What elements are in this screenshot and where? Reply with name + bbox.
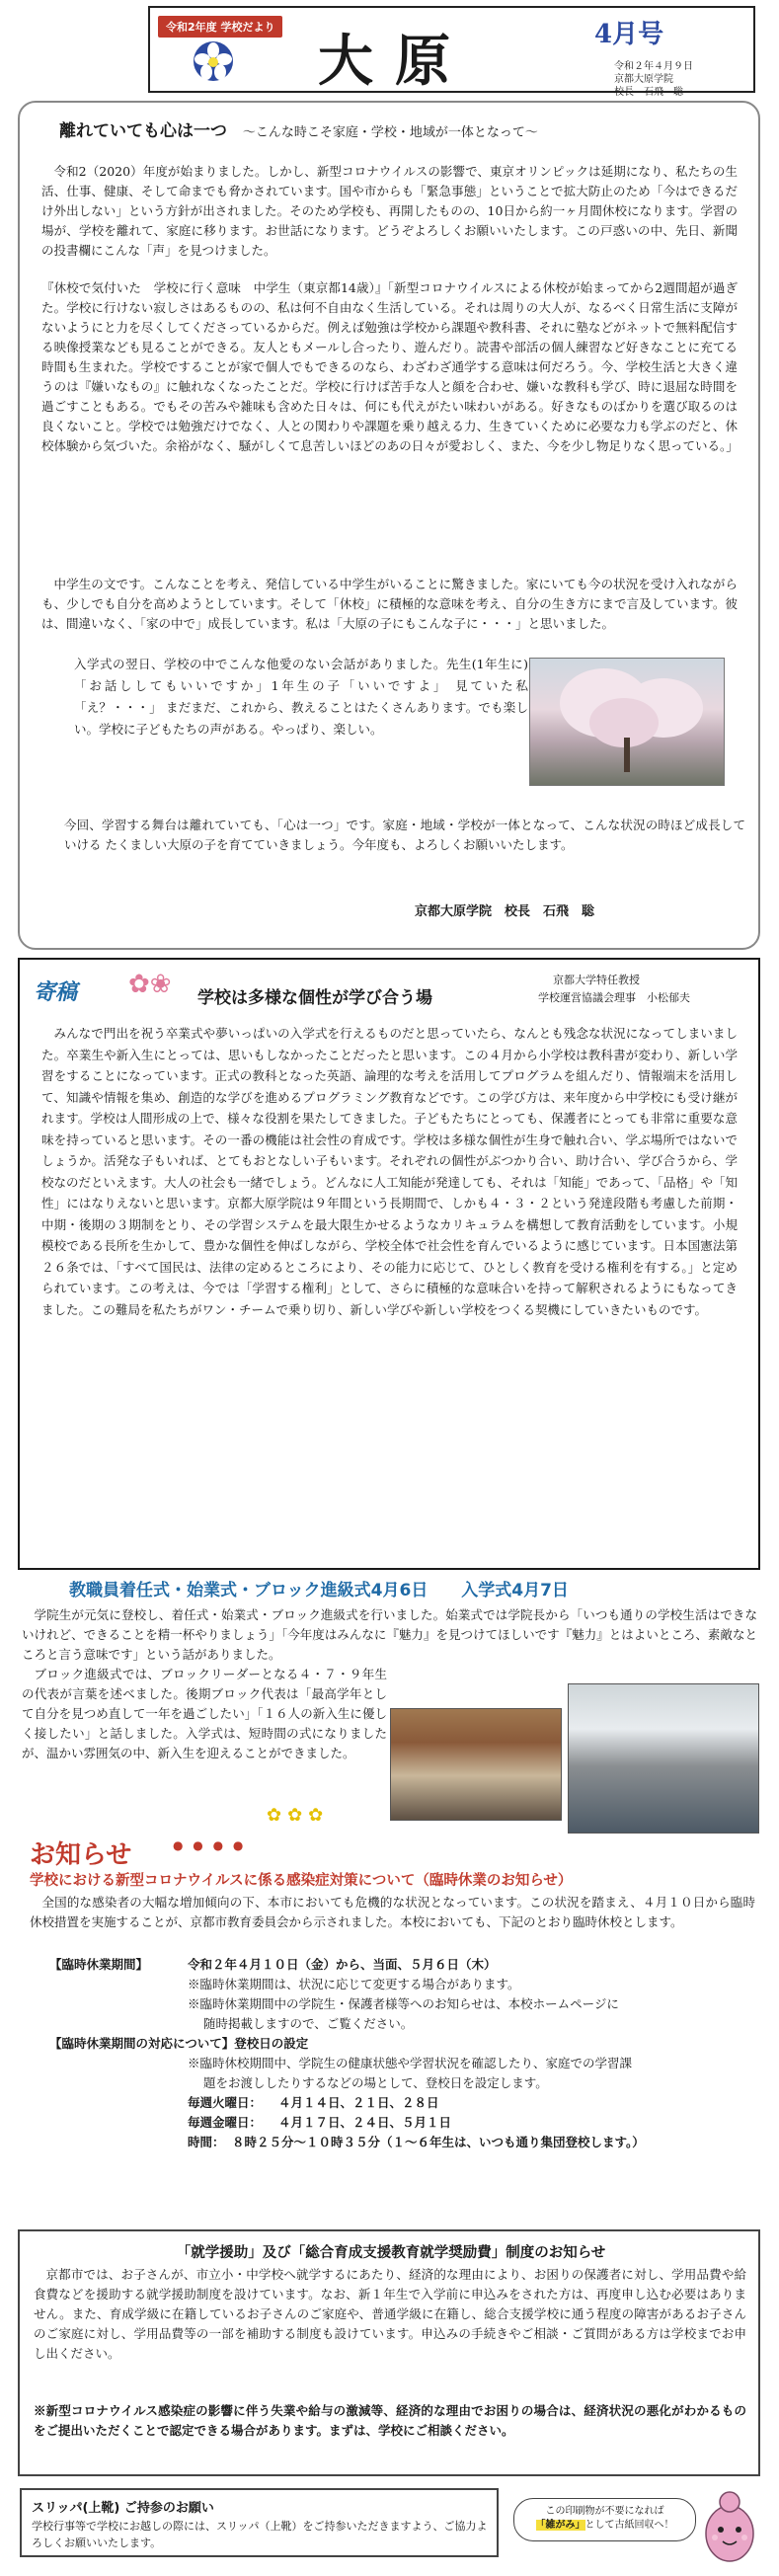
notice-intro: 全国的な感染者の大幅な増加傾向の下、本市においても危機的な状況となっています。この状況を踏まえ、４月１０日から臨時休校措置を実施することが、京都市教育委員会から示されました。本校においても、下記のとおり臨時休校とします。 [30,1895,755,1929]
mascot-icon [699,2486,760,2567]
response-text: ※臨時休校期間中、学院生の健康状態や学習状況を確認したり、家庭での学習課 [188,2056,633,2070]
school-name: 京都大原学院 [614,74,673,85]
bubble-line-2 [514,2519,695,2533]
friday-dates: ４月１７日、２４日、５月１日 [278,2115,452,2130]
author-affiliation: 京都大学特任教授 [553,974,640,986]
ceremony-photo-classroom [568,1683,759,1834]
cherry-blossom-photo [529,658,725,786]
contribution-article [18,958,760,1570]
bubble-line-1: この印刷物が不要になれば [545,2506,664,2517]
dot-ornament-icon: ● ● ● ● [173,1838,247,1852]
letter-paragraph-3: 今回、学習する舞台は離れていても、「心は一つ」です。家庭・地域・学校が一体となって、こんな状況の時ほど成長していける たくましい大原の子を育てていきましょう。今年度も、よろしくお願いいたします。 [64,818,745,852]
letter-anecdote: 入学式の翌日、学校の中でこんな他愛のない会話がありました。先生(1年生に)「お話ししてもいいですか」1年生の子「いいですよ」 見ていた私「え？・・・」 まだまだ、これから、教えることはたくさんあります。でも楽しい。学校に子どもたちの声がある。やっぱり、楽しい。 [74,657,528,737]
ceremony-paragraph-2: ブロック進級式では、ブロックリーダーとなる４・７・９年生の代表が言葉を述べました。後期ブロック代表は「最高学年として自分を見つめ直して一年を過ごしたい」「１６人の新入生に優しく接したい」と話しました。入学式は、短時間の式になりましたが、温かい雰囲気の中、新入生を迎えることができました。 [22,1667,387,1760]
period-note-2: ※臨時休業期間中の学院生・保護者様等へのお知らせは、本校ホームページに [188,1996,619,2011]
period-label: 【臨時休業期間】 [49,1957,149,1972]
period-note-2b: 随時掲載しますので、ご覧ください。 [203,2016,414,2031]
slippers-title: スリッパ(上靴) ご持参のお願い [32,2501,214,2516]
letter-paragraph-1: 令和2（2020）年度が始まりました。しかし、新型コロナウイルスの影響で、東京オリンピックは延期になり、私たちの生活、仕事、健康、そして命までも脅かされています。国や市からも「緊急事態」ということで拡大防止のため「今はできるだけ外出しない」という方針が出されました。そのため学校も、再開したものの、10日から約一ヶ月間休校になります。学習の場が、学校を離れて、家庭に移ります。お世話になります。どうぞよろしくお願いいたします。この戸惑いの中、先日、新聞の投書欄にこんな「声」を見つけました。 [41,164,738,258]
contribution-body: みんなで門出を祝う卒業式や夢いっぱいの入学式を行えるものだと思っていたら、なんとも残念な状況になってしまいました。卒業生や新入生にとっては、思いもしなかったことだったと思います。この４月から小学校は教科書が変わり、新しい学習をすることになっています。正式の教科となった英語、論理的な考えを活用してプログラムを組んだり、情報端末を活用して、知識や情報を集め、創造的な学びを進めるプログラミング教育などです。この学び方は、来年度から中学校にも受け継がれます。学校は人間形成の上で、様々な役割を果たしてきました。子どもたちにとっても、保護者にとっても非常に重要な意味を持っていると思います。その一番の機能は社会性の育成です。学校は多様な個性が生身で触れ合い、学ぶ場所ではないでしょうか。活発な子もいれば、とてもおとなしい子もいます。それぞれの個性がぶつかり合い、助け合い、学び合うから、学校なのだといえます。大人の社会も一緒でしょう。どんなに人工知能が発達しても、それは「知能」であって、「品格」や「知性」にはなりえないと思います。京都大原学院は９年間という長期間で、しかも４・３・２という発達段階も考慮した前期・中期・後期の３期制をとり、その学習システムを最大限生かせるようなカリキュラムを構想して教育活動をしています。小規模校である長所を生かして、豊かな個性を伸ばしながら、学校全体で社会性を育んでいるように感じています。日本国憲法第２６条では、「すべて国民は、法律の定めるところにより、その能力に応じて、ひとしく教育を受ける権利を有する。」と定められています。この考えは、今では「学習する権利」として、さらに積極的な意味合いを持って解釈されるようにもなってきました。この難局を私たちがワン・チームで乗り切り、新しい学びや新しい学校をつくる契機にしていきたいものです。 [41,1026,738,1317]
aid-title: 「就学援助」及び「総合育成支援教育就学奨励費」制度のお知らせ [176,2245,606,2261]
school-aid-notice [18,2229,760,2476]
school-emblem-icon [192,39,235,83]
tuesday-dates: ４月１４日、２１日、２８日 [278,2095,439,2110]
period-value: 令和２年４月１０日（金）から、当面、５月６日（木） [188,1957,497,1972]
ceremony-title: 教職員着任式・始業式・ブロック進級式4月6日 [69,1581,428,1600]
period-note-1: ※臨時休業期間は、状況に応じて変更する場合があります。 [188,1977,520,1991]
friday-label: 毎週金曜日： [188,2115,263,2130]
yellow-flower-icon: ✿✿✿ [267,1805,330,1826]
letter-heading [59,117,538,141]
ceremony-paragraph-1: 学院生が元気に登校し、着任式・始業式・ブロック進級式を行いました。始業式では学院長から「いつも通りの学校生活はできないけれど、できることを精一杯やりましょう」「今年度はみんなに『魅力』を見つけてほしいです『魅力』とはよいところ、素敵なところと言う意味です」という話がありました。 [22,1607,757,1662]
contribution-title: 学校は多様な個性が学び合う場 [197,988,432,1008]
aid-note: ※新型コロナウイルス感染症の影響に伴う失業や給与の激減等、経済的な理由でお困りの場合は、経済状況の悪化がわかるものをご提出いただくことで認定できる場合があります。まずは、学校にご相談ください。 [34,2403,746,2438]
notice-title: 学校における新型コロナウイルスに係る感染症対策について（臨時休業のお知らせ） [30,1873,573,1889]
issue-date: 令和２年４月９日 [614,61,693,72]
letter-title: 離れていても心は一つ [59,121,227,141]
bubble-highlight: 「雑がみ」 [535,2520,585,2531]
ceremony-photo-stage [390,1708,562,1821]
principal-name: 校長 石飛 聡 [614,87,683,98]
response-text-2: 題をお渡ししたりするなどの場として、登校日を設定します。 [203,2075,548,2090]
edition-badge: 令和2年度 学校だより [158,16,282,38]
flower-icon: ✿❀ [128,970,172,999]
entrance-title: 入学式4月7日 [461,1581,569,1600]
letter-signature: 京都大原学院 校長 石飛 聡 [415,904,595,919]
recycle-speech-bubble [513,2498,696,2541]
masthead [148,6,755,98]
letter-paragraph-2: 中学生の文です。こんなことを考え、発信している中学生がいることに驚きました。家にいても今の状況を受け入れながらも、少しでも自分を高めようとしています。そして「休校」に積極的な意味を考え、自分の生き方にまで言及しています。彼は、間違いなく、「家の中で」成長しています。私は「大原の子にもこんな子に・・・」と思いました。 [41,577,738,631]
issue-label: 4月号 [594,20,664,49]
tuesday-label: 毎週火曜日： [188,2095,263,2110]
ceremony-heading [69,1576,569,1600]
author-name: 学校運営協議会理事 小松郁夫 [538,991,690,1004]
time-value: ８時２５分～１０時３５分（１～６年生は、いつも通り集団登校します。） [232,2135,645,2149]
contribution-tag: 寄稿 [34,980,78,1005]
bubble-line-2-text: として古紙回収へ！ [584,2520,674,2531]
slippers-text: 学校行事等で学校にお越しの際には、スリッパ（上靴）をご持参いただきますよう、ご協力よろしくお願いいたします。 [32,2520,488,2549]
newsletter-title: 大原 [318,29,472,94]
slippers-notice [20,2488,499,2557]
letter-quote: 『休校で気付いた 学校に行く意味 中学生（東京都14歳）』「新型コロナウイルスによる休校が始まってから2週間超が過ぎた。学校に行けない寂しさはあるものの、私は何不自由なく生活している。それは周りの大人が、なるべく日常生活に支障がないようにと力を尽くしてくださっているからだ。例えば勉強は学校から課題や教科書、それに塾などがネットで無料配信する映像授業なども見ることができる。友人ともメールし合ったり、遊んだり。読書や部活の個人練習など好きなことに充てる時間も生まれた。学校ですることが家で個人でもできるのなら、わざわざ通学する意味は何だろう。今、学校生活と大きく違うのは『嫌いなもの』に触れなくなったことだ。学校に行けば苦手な人と顔を合わせ、嫌いな教科も学び、時に退屈な時間を過ごすこともある。でもその苦みや雑味も含めた日々は、何にも代えがたい味わいがある。好きなものばかりを選び取るのは良くないこと。学校では勉強だけでなく、人との関わりや課題を乗り越える力、生きていくために必要な力も学ぶのだと、休校体験から気づいた。余裕がなく、騒がしくて息苦しいほどのあの日々が愛おしく、また、今を少し物足りなく思っている。」 [41,280,739,453]
principal-letter [18,101,760,950]
closure-details [49,1955,755,2152]
time-label: 時間： [188,2135,225,2149]
response-label: 【臨時休業期間の対応について】登校日の設定 [49,2036,309,2051]
notice-tag: お知らせ [30,1840,132,1870]
aid-body: 京都市では、お子さんが、市立小・中学校へ就学するにあたり、経済的な理由により、お困りの保護者に対し、学用品費や給食費などを援助する就学援助制度を設けています。なお、新１年生で入学前に申込みをされた方は、再度申し込む必要はありません。また、育成学級に在籍しているお子さんのご家庭や、普通学級に在籍し、総合支援学校に通う程度の障害があるお子さんのご家庭に対し、学用品費等の一部を補助する制度も設けています。申込みの手続きやご相談・ご質問がある方は学校までお申し出ください。 [34,2267,746,2361]
letter-subtitle: ～こんな時こそ家庭・学校・地域が一体となって～ [242,125,538,140]
